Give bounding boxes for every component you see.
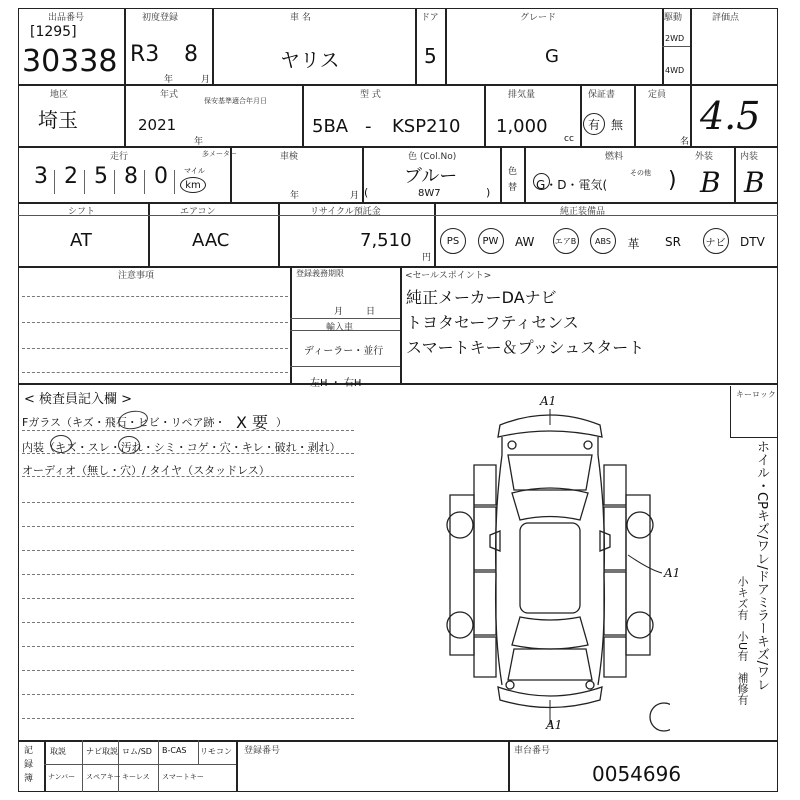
recall-day: 日 — [366, 307, 376, 317]
header-doors: ドア — [421, 13, 439, 23]
color-close: ) — [486, 186, 491, 199]
header-color: 色 (Col.No) — [408, 152, 457, 162]
rule — [198, 740, 199, 764]
equipment-item: 革 — [627, 237, 640, 251]
digit-separator — [174, 170, 175, 194]
bottom-item: スペアキー — [86, 773, 121, 781]
header-car-name: 車 名 — [290, 13, 311, 23]
exterior-score: B — [700, 166, 721, 199]
damage-side: A1 — [664, 566, 681, 580]
bottom-item: キーレス — [122, 773, 150, 781]
rule — [302, 84, 304, 146]
shift: AT — [70, 230, 92, 251]
inspector-mark: X 要 — [236, 413, 269, 432]
drive-2wd: 2WD — [665, 34, 685, 43]
equipment-item: AW — [515, 235, 535, 249]
equipment-item: SR — [665, 235, 681, 249]
rule — [278, 202, 280, 266]
rule — [148, 202, 150, 266]
recall-month: 月 — [334, 307, 344, 317]
header-fuel: 燃料 — [605, 152, 624, 162]
region: 埼玉 — [38, 108, 78, 132]
header-warranty: 保証書 — [588, 90, 616, 100]
header-exterior: 外装 — [695, 152, 714, 162]
inspector-line-1-close: ） — [276, 416, 287, 429]
fuel-gas-circle — [533, 173, 550, 190]
equipment-item: DTV — [740, 235, 765, 249]
inspector-line-2: 内装（キズ・スレ・汚れ・シミ・コゲ・穴・キレ・破れ・剥れ） — [22, 441, 341, 454]
inspection-year: 年 — [290, 191, 300, 201]
note-line — [22, 372, 288, 373]
rule — [415, 8, 417, 84]
warranty-yes: 有 — [583, 113, 605, 135]
recycle-value: 7,510 — [360, 230, 412, 251]
bottom-item: 取説 — [50, 747, 66, 756]
header-model: 型 式 — [360, 90, 381, 100]
rule — [690, 8, 692, 146]
inspector-dashed-line — [22, 670, 354, 671]
rule — [236, 740, 238, 792]
bottom-item: B-CAS — [162, 746, 187, 755]
sales-point-item: 純正メーカーDAナビ — [406, 288, 557, 307]
inspector-dashed-line — [22, 622, 354, 623]
fuel-options: G・D・電気( — [536, 178, 608, 192]
mileage-digit: 8 — [124, 164, 138, 189]
first-reg-month: 8 — [184, 42, 198, 67]
equipment-item: PS — [440, 228, 466, 254]
lot-number: 30338 — [22, 44, 118, 79]
color-change: 色替 — [508, 167, 518, 193]
rule — [44, 764, 236, 765]
fuel-other: その他 — [630, 169, 651, 177]
inspector-dashed-line — [22, 574, 354, 575]
rule — [18, 84, 778, 86]
bottom-item: ナビ取説 — [86, 747, 118, 756]
rule — [400, 266, 402, 383]
header-region: 地区 — [50, 90, 69, 100]
header-mileage: 走行 — [110, 152, 129, 162]
mileage-unit-mile: マイル — [184, 167, 205, 175]
header-aircon: エアコン — [180, 207, 216, 217]
digit-separator — [114, 170, 115, 194]
rule — [434, 215, 778, 216]
header-recycle: リサイクル預託金 — [310, 207, 381, 217]
rule — [118, 740, 119, 792]
side-note-1: ホイル・CPキズ/ワレ/ドアミラーキズ/ワレ — [754, 440, 769, 692]
color-code: 8W7 — [418, 188, 441, 199]
bottom-item: リモコン — [200, 747, 232, 756]
import-dealer: ディーラー・並行 — [304, 346, 384, 357]
header-displacement: 排気量 — [508, 90, 536, 100]
inspector-dashed-line — [22, 598, 354, 599]
inspector-dashed-line — [22, 646, 354, 647]
model-prefix: 5BA — [312, 116, 349, 137]
rule — [662, 46, 690, 47]
rule — [290, 318, 400, 319]
header-eval: 評価点 — [712, 13, 740, 23]
equipment-item: PW — [478, 228, 504, 254]
note-line — [22, 348, 288, 349]
header-capacity: 定員 — [648, 90, 667, 100]
mileage-digit: 0 — [154, 164, 168, 189]
equipment-item: ABS — [590, 228, 616, 254]
equipment-item: エアB — [553, 228, 579, 254]
model-code: KSP210 — [392, 116, 461, 137]
recycle-unit: 円 — [422, 253, 432, 263]
header-first-reg: 初度登録 — [142, 13, 179, 23]
header-shift: シフト — [68, 207, 96, 217]
mark-circle — [118, 436, 140, 454]
header-equipment: 純正装備品 — [560, 207, 606, 217]
inspection-month: 月 — [350, 191, 360, 201]
mileage-digit: 3 — [34, 164, 48, 189]
mileage-unit-km: km — [180, 177, 206, 193]
first-reg-era: R3 — [130, 42, 160, 67]
inspection-paren: ( — [364, 186, 369, 199]
drive-4wd: 4WD — [665, 66, 685, 75]
model-year: 2021 — [138, 116, 177, 134]
rule — [290, 366, 400, 367]
inspector-line-1: Fガラス（キズ・飛石・ヒビ・リペア跡・ — [22, 416, 226, 429]
rule — [18, 740, 778, 742]
damage-front: A1 — [540, 394, 557, 408]
chassis-number: 0054696 — [592, 762, 682, 786]
grade: G — [545, 46, 559, 67]
bottom-item: ロム/SD — [122, 747, 152, 756]
header-reg-no: 登録番号 — [244, 746, 281, 756]
inspector-dashed-line — [22, 502, 354, 503]
rule — [524, 146, 526, 202]
inspector-dashed-line — [22, 550, 354, 551]
rule — [158, 740, 159, 792]
mark-circle — [50, 435, 72, 453]
warranty-no: 無 — [611, 118, 624, 132]
inspector-dashed-line — [22, 526, 354, 527]
rule — [508, 740, 510, 792]
month-unit: 月 — [201, 75, 211, 85]
lot-id-bracket: [1295] — [30, 24, 77, 40]
model-dash: - — [365, 116, 372, 137]
note-line — [22, 322, 288, 323]
header-inspection: 車検 — [280, 152, 299, 162]
note-line — [22, 296, 288, 297]
displacement-unit: cc — [564, 134, 574, 144]
capacity-unit: 名 — [680, 137, 690, 147]
car-diagram — [430, 395, 670, 740]
mileage-digit: 5 — [94, 164, 108, 189]
header-grade: グレード — [520, 13, 557, 23]
year-unit: 年 — [164, 75, 174, 85]
inspector-dashed-line — [22, 453, 354, 454]
mileage-digit: 2 — [64, 164, 78, 189]
rule — [18, 383, 778, 385]
header-keylock: キーロック — [736, 390, 776, 399]
bottom-item: ナンバー — [48, 773, 76, 781]
car-name: ヤリス — [280, 48, 340, 72]
rule — [434, 202, 436, 266]
header-model-year: 年式 — [160, 90, 179, 100]
header-lot-no: 出品番号 — [48, 13, 85, 23]
import-handle: 左H ・ 右H — [310, 378, 362, 389]
header-inspector: < 検査員記入欄 > — [24, 392, 133, 407]
header-ext-date: 保安基準適合年月日 — [204, 97, 267, 105]
equipment-item: ナビ — [703, 228, 729, 254]
fuel-close: ) — [668, 168, 677, 193]
digit-separator — [144, 170, 145, 194]
digit-separator — [84, 170, 85, 194]
inspector-dashed-line — [22, 476, 354, 477]
bottom-item: スマートキー — [162, 773, 204, 781]
inspector-dashed-line — [22, 694, 354, 695]
header-import: 輸入車 — [326, 323, 354, 333]
door-count: 5 — [424, 44, 437, 68]
rule — [445, 8, 447, 84]
damage-rear: A1 — [546, 718, 563, 732]
header-sales-point: <セールスポイント> — [405, 271, 492, 281]
inspector-dashed-line — [22, 430, 354, 431]
rule — [18, 146, 778, 148]
rule — [44, 740, 46, 792]
model-year-unit: 年 — [194, 137, 204, 147]
displacement: 1,000 — [496, 116, 548, 137]
header-meter-note: 多メーター — [202, 150, 237, 158]
rule — [580, 84, 582, 146]
header-recall: 登録義務期限 — [296, 269, 344, 278]
rule — [500, 146, 502, 202]
bottom-side-label: 記録簿 — [24, 746, 34, 784]
rule — [484, 84, 486, 146]
header-drive: 駆動 — [664, 13, 683, 23]
eval-score: 4.5 — [700, 94, 761, 138]
digit-separator — [54, 170, 55, 194]
sales-point-item: スマートキー＆プッシュスタート — [406, 338, 645, 357]
header-notes: 注意事項 — [118, 271, 155, 281]
header-chassis-no: 車台番号 — [514, 746, 551, 756]
header-interior: 内装 — [740, 152, 759, 162]
side-note-2: 小キズ有 小U有 補修有 — [736, 576, 749, 706]
interior-score: B — [744, 166, 765, 199]
rule — [212, 8, 214, 84]
rule — [18, 202, 778, 204]
inspector-dashed-line — [22, 718, 354, 719]
sales-point-item: トヨタセーフティセンス — [406, 313, 579, 332]
rule — [82, 740, 83, 792]
rule — [734, 146, 736, 202]
inspector-line-3: オーディオ（無し・穴）/ タイヤ（スタッドレス） — [22, 464, 270, 477]
color-name: ブルー — [404, 166, 458, 187]
aircon: AAC — [192, 230, 230, 251]
rule — [634, 84, 636, 146]
rule — [124, 8, 126, 146]
